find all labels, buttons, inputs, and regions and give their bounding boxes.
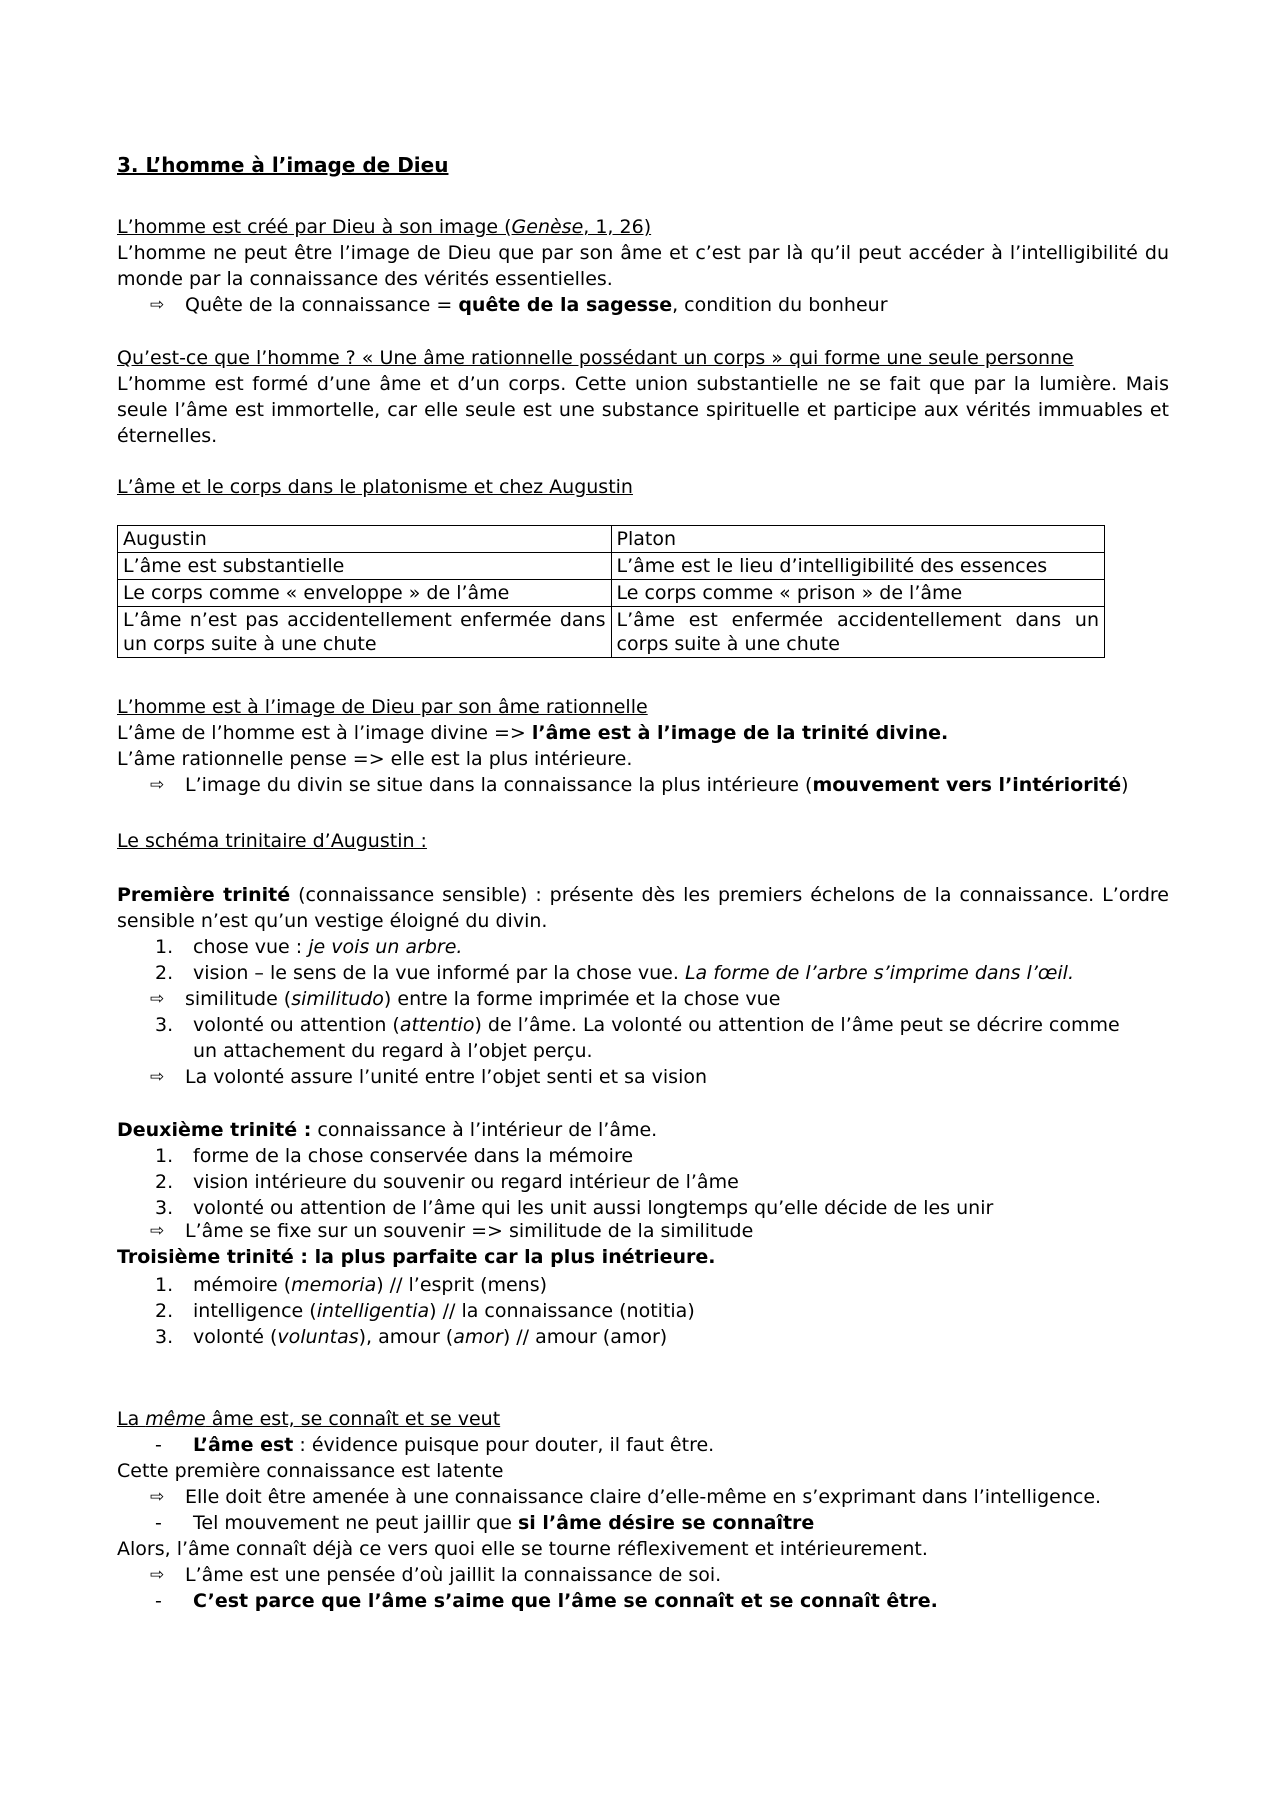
- table-cell: L’âme est le lieu d’intelligibilité des essences: [611, 553, 1105, 580]
- arrow-item-pensee: ⇨ L’âme est une pensée d’où jaillit la connaissance de soi.: [150, 1564, 722, 1586]
- section-heading-rationnelle: L’homme est à l’image de Dieu par son âme rationnelle: [117, 696, 648, 718]
- table-cell: Le corps comme « enveloppe » de l’âme: [118, 580, 612, 607]
- comparison-table: [117, 525, 1105, 658]
- arrow-item-unite: ⇨ La volonté assure l’unité entre l’objet senti et sa vision: [150, 1066, 708, 1088]
- section-heading-homme: Qu’est-ce que l’homme ? « Une âme rationnelle possédant un corps » qui forme une seule personne: [117, 347, 1074, 369]
- dash-bullet: -: [155, 1590, 162, 1612]
- arrow-icon: ⇨: [150, 1487, 165, 1507]
- dash-bullet: -: [155, 1512, 162, 1534]
- table-cell: Platon: [611, 526, 1105, 553]
- table-row: [118, 607, 1105, 658]
- list-item: 1. forme de la chose conservée dans la mémoire: [155, 1145, 634, 1167]
- line-premiere-connaissance: Cette première connaissance est latente: [117, 1460, 504, 1482]
- list-item: 1. mémoire (memoria) // l’esprit (mens): [155, 1274, 548, 1296]
- section-heading-comparison: L’âme et le corps dans le platonisme et chez Augustin: [117, 476, 633, 498]
- list-item: 2. vision – le sens de la vue informé par la chose vue. La forme de l’arbre s’imprime dans l’œil.: [155, 962, 1074, 984]
- table-cell: Augustin: [118, 526, 612, 553]
- arrow-item-quest: ⇨ Quête de la connaissance = quête de la sagesse, condition du bonheur: [150, 294, 888, 316]
- dash-bullet: -: [155, 1434, 162, 1456]
- section-heading-meme-ame: La même âme est, se connaît et se veut: [117, 1408, 501, 1430]
- dash-item-ame-est: - L’âme est : évidence puisque pour douter, il faut être.: [155, 1434, 715, 1456]
- line-image-divine: L’âme de l’homme est à l’image divine => l’âme est à l’image de la trinité divine.: [117, 722, 949, 744]
- trinity-three-intro: Troisième trinité : la plus parfaite car la plus inétrieure.: [117, 1246, 716, 1268]
- list-item: 3. volonté (voluntas), amour (amor) // amour (amor): [155, 1326, 668, 1348]
- section-heading-schema: Le schéma trinitaire d’Augustin :: [117, 830, 427, 852]
- table-row: [118, 553, 1105, 580]
- list-item: 1. chose vue : je vois un arbre.: [155, 936, 463, 958]
- arrow-icon: ⇨: [150, 295, 165, 315]
- line-ame-pense: L’âme rationnelle pense => elle est la plus intérieure.: [117, 748, 633, 770]
- arrow-icon: ⇨: [150, 989, 165, 1009]
- arrow-item-similitude: ⇨ similitude (similitudo) entre la forme imprimée et la chose vue: [150, 988, 781, 1010]
- list-item: 2. vision intérieure du souvenir ou regard intérieur de l’âme: [155, 1171, 739, 1193]
- line-alors: Alors, l’âme connaît déjà ce vers quoi elle se tourne réflexivement et intérieurement.: [117, 1538, 928, 1560]
- arrow-icon: ⇨: [150, 775, 165, 795]
- table-cell: L’âme est enfermée accidentellement dans un corps suite à une chute: [611, 607, 1105, 658]
- arrow-icon: ⇨: [150, 1565, 165, 1585]
- paragraph-image: L’homme ne peut être l’image de Dieu que par son âme et c’est par là qu’il peut accéder à l’intelligibilité du monde par la connaissance des vérités essentielles.: [117, 242, 1169, 290]
- arrow-item-souvenir: ⇨ L’âme se fixe sur un souvenir => similitude de la similitude: [150, 1220, 754, 1242]
- table-cell: L’âme est substantielle: [118, 553, 612, 580]
- trinity-one-intro: Première trinité (connaissance sensible) : présente dès les premiers échelons de la connaissance. L’ordre sensible n’est qu’un vestige éloigné du divin.: [117, 884, 1169, 932]
- list-item: 3. volonté ou attention de l’âme qui les unit aussi longtemps qu’elle décide de les unir: [155, 1197, 994, 1219]
- table-row: [118, 526, 1105, 553]
- list-item: 3. volonté ou attention (attentio) de l’âme. La volonté ou attention de l’âme peut se décrire comme: [155, 1014, 1120, 1036]
- arrow-item-interiorite: ⇨ L’image du divin se situe dans la connaissance la plus intérieure (mouvement vers l’intériorité): [150, 774, 1129, 796]
- arrow-item-amenee: ⇨ Elle doit être amenée à une connaissance claire d’elle-même en s’exprimant dans l’intelligence.: [150, 1486, 1102, 1508]
- trinity-two-intro: Deuxième trinité : connaissance à l’intérieur de l’âme.: [117, 1119, 658, 1141]
- arrow-icon: ⇨: [150, 1067, 165, 1087]
- table-row: [118, 580, 1105, 607]
- list-item: 2. intelligence (intelligentia) // la connaissance (notitia): [155, 1300, 695, 1322]
- section-heading-image: L’homme est créé par Dieu à son image (Genèse, 1, 26): [117, 216, 652, 238]
- dash-item-aime: - C’est parce que l’âme s’aime que l’âme se connaît et se connaît être.: [155, 1590, 938, 1612]
- arrow-icon: ⇨: [150, 1221, 165, 1241]
- paragraph-homme: L’homme est formé d’une âme et d’un corps. Cette union substantielle ne se fait que par la lumière. Mais seule l’âme est immortelle, car elle seule est une substance spirituelle et participe aux vérités immuables et éternelles.: [117, 373, 1169, 447]
- list-item-continuation: un attachement du regard à l’objet perçu.: [193, 1040, 593, 1062]
- table-cell: L’âme n’est pas accidentellement enfermée dans un corps suite à une chute: [118, 607, 612, 658]
- table-cell: Le corps comme « prison » de l’âme: [611, 580, 1105, 607]
- dash-item-jaillir: - Tel mouvement ne peut jaillir que si l’âme désire se connaître: [155, 1512, 815, 1534]
- document-title: 3. L’homme à l’image de Dieu: [117, 153, 449, 177]
